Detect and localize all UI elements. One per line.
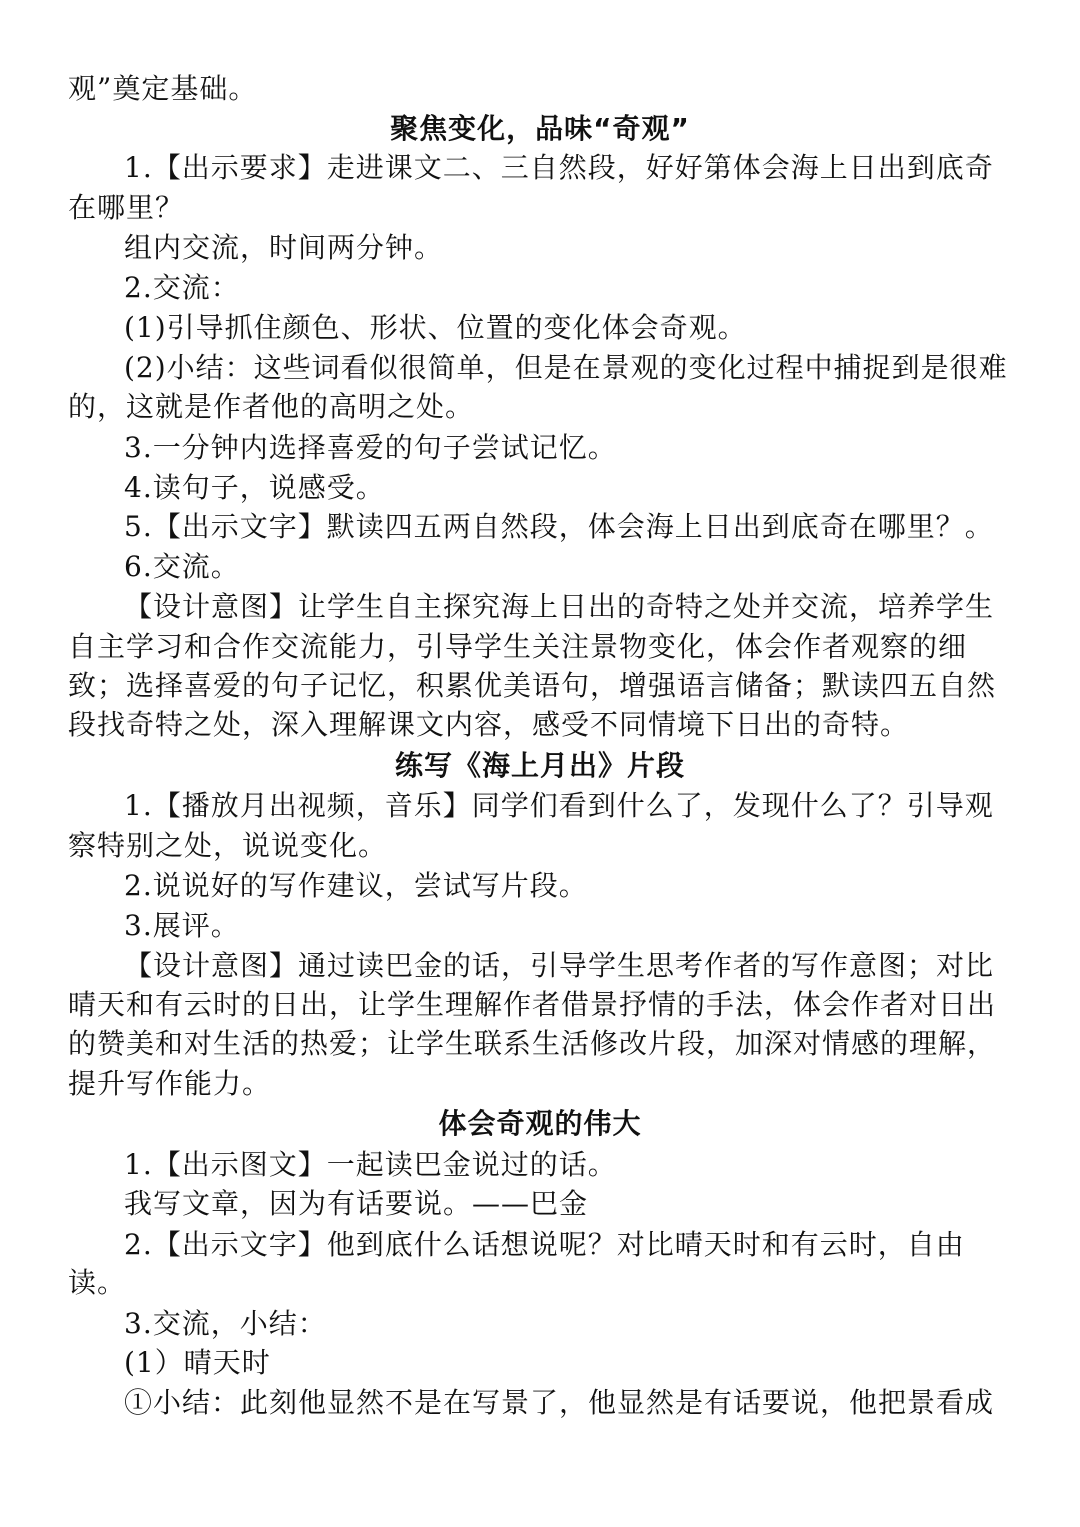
- text-line: 的，这就是作者他的高明之处。: [68, 390, 475, 423]
- text-line: ①小结：此刻他显然不是在写景了，他显然是有话要说，他把景看成: [124, 1386, 995, 1419]
- text-line: 3.一分钟内选择喜爱的句子尝试记忆。: [124, 431, 617, 464]
- section-heading-focus-changes: 聚焦变化，品味“奇观”: [390, 112, 690, 145]
- text-line: 段找奇特之处，深入理解课文内容，感受不同情境下日出的奇特。: [68, 708, 910, 741]
- text-line: 3.展评。: [124, 909, 240, 942]
- text-line: 致；选择喜爱的句子记忆，积累优美语句，增强语言储备；默读四五自然: [68, 669, 997, 702]
- text-line: 2.交流：: [124, 271, 240, 304]
- text-line: 晴天和有云时的日出，让学生理解作者借景抒情的手法，体会作者对日出: [68, 988, 997, 1021]
- text-line: 观”奠定基础。: [68, 72, 258, 105]
- text-line: 5.【出示文字】默读四五两自然段，体会海上日出到底奇在哪里？。: [124, 510, 994, 543]
- text-line: 察特别之处，说说变化。: [68, 829, 388, 862]
- text-line: 提升写作能力。: [68, 1067, 272, 1100]
- text-line: (2)小结：这些词看似很简单，但是在景观的变化过程中捕捉到是很难: [124, 351, 1008, 384]
- text-line: 2.【出示文字】他到底什么话想说呢？对比晴天时和有云时，自由: [124, 1228, 965, 1261]
- text-line: (1)引导抓住颜色、形状、位置的变化体会奇观。: [124, 311, 747, 344]
- text-line: 1.【出示图文】一起读巴金说过的话。: [124, 1148, 617, 1181]
- text-line: 4.读句子，说感受。: [124, 471, 385, 504]
- text-line: 在哪里？: [68, 191, 185, 224]
- text-line: 读。: [68, 1266, 127, 1299]
- section-heading-writing-practice: 练写《海上月出》片段: [394, 749, 685, 782]
- text-line: 我写文章，因为有话要说。——巴金: [124, 1187, 589, 1220]
- text-line: 【设计意图】让学生自主探究海上日出的奇特之处并交流，培养学生: [124, 590, 995, 623]
- text-line: 3.交流，小结：: [124, 1307, 327, 1340]
- text-line: 【设计意图】通过读巴金的话，引导学生思考作者的写作意图；对比: [124, 949, 995, 982]
- text-line: 自主学习和合作交流能力，引导学生关注景物变化，体会作者观察的细: [68, 630, 968, 663]
- text-line: 6.交流。: [124, 550, 240, 583]
- text-line: 1.【出示要求】走进课文二、三自然段，好好第体会海上日出到底奇: [124, 151, 994, 184]
- text-line: 2.说说好的写作建议，尝试写片段。: [124, 869, 588, 902]
- text-line: 组内交流，时间两分钟。: [124, 231, 444, 264]
- text-line: 的赞美和对生活的热爱；让学生联系生活修改片段，加深对情感的理解，: [68, 1027, 997, 1060]
- text-line: (1）晴天时: [124, 1346, 271, 1379]
- section-heading-grandeur: 体会奇观的伟大: [438, 1107, 642, 1140]
- text-line: 1.【播放月出视频，音乐】同学们看到什么了，发现什么了？引导观: [124, 789, 994, 822]
